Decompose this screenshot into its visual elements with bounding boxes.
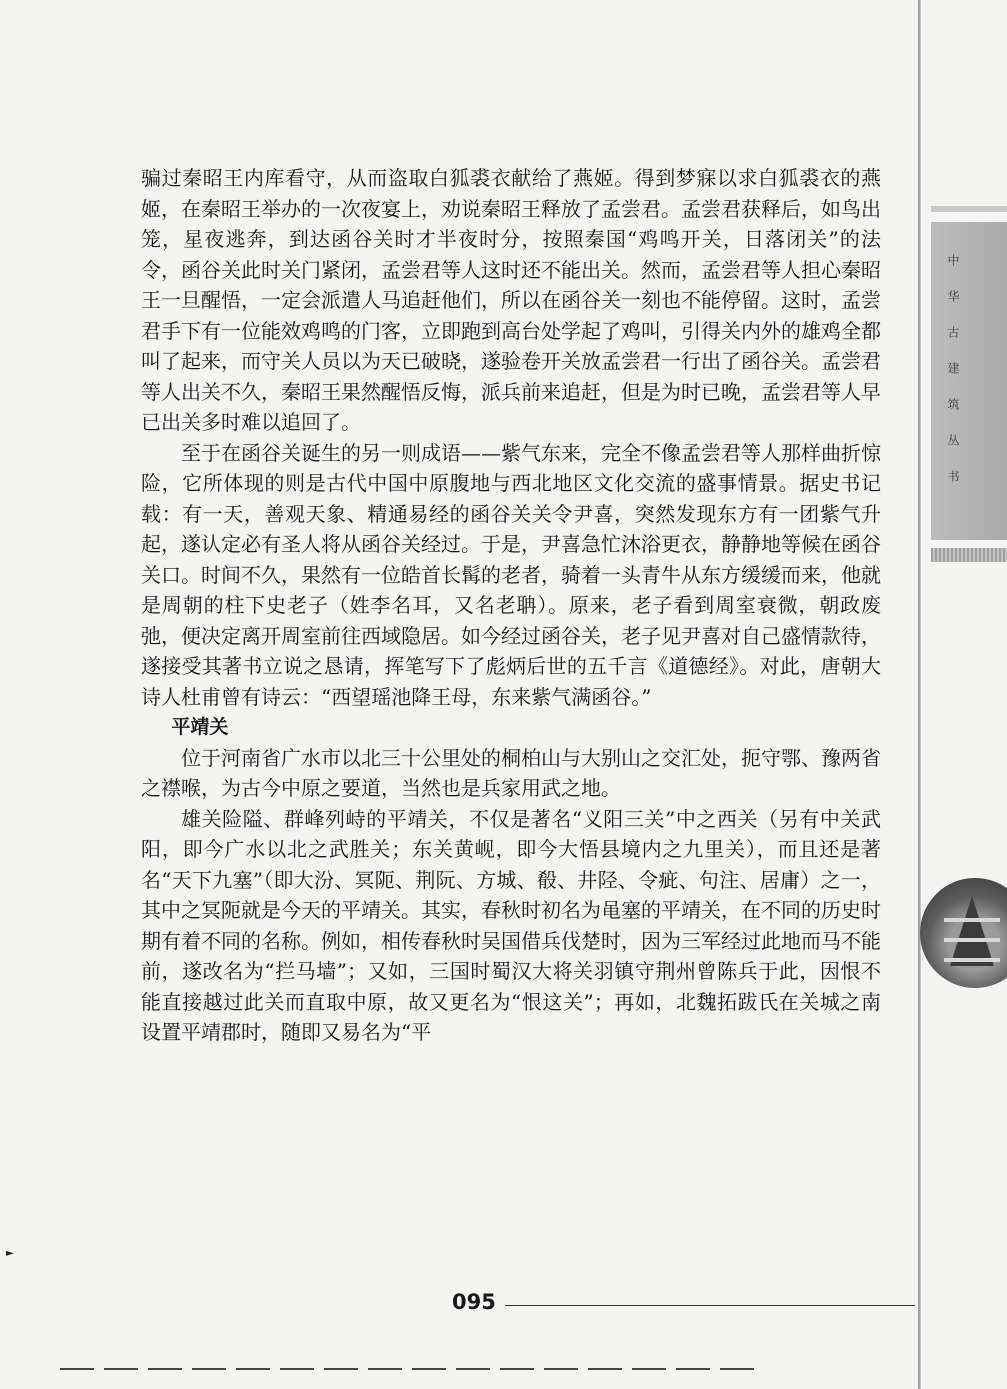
paragraph-mengchangjun: 骗过秦昭王内库看守，从而盗取白狐裘衣献给了燕姬。得到梦寐以求白狐裘衣的燕姬，在秦昭王举办的一次夜宴上，劝说秦昭王释放了孟尝君。孟尝君获释后，如鸟出笼，星夜逃奔，到达函谷关时才半夜时分，按照秦国“鸡鸣开关，日落闭关”的法令，函谷关此时关门紧闭，孟尝君等人这时还不能出关。然而，孟尝君等人担心秦昭王一旦醒悟，一定会派遣人马追赶他们，所以在函谷关一刻也不能停留。这时，孟尝君手下有一位能效鸡鸣的门客，立即跑到高台处学起了鸡叫，引得关内外的雄鸡全都叫了起来，而守关人员以为天已破晓，遂验卷开关放孟尝君一行出了函谷关。孟尝君等人出关不久，秦昭王果然醒悟反悔，派兵前来追赶，但是为时已晚，孟尝君等人早已出关多时难以追回了。	[141, 166, 881, 434]
pagoda-tier	[944, 958, 1000, 962]
body-text	[141, 163, 881, 1048]
margin-arrow-icon: ►	[6, 1248, 14, 1259]
side-strip	[931, 548, 1007, 562]
bottom-dashes	[60, 1368, 760, 1370]
pagoda-thumbnail	[920, 878, 1007, 988]
pagoda-tier	[944, 918, 1000, 922]
page-number: 095	[452, 1290, 496, 1314]
section-heading: 平靖关	[171, 716, 229, 738]
paragraph-location: 位于河南省广水市以北三十公里处的桐柏山与大别山之交汇处，扼守鄂、豫两省之襟喉，为古今中原之要道，当然也是兵家用武之地。	[141, 745, 881, 800]
pagoda-tier	[944, 938, 1000, 942]
page-edge	[918, 0, 921, 1389]
series-title	[956, 254, 972, 506]
paragraph-ziqi-donglai: 至于在函谷关诞生的另一则成语——紫气东来，完全不像孟尝君等人那样曲折惊险，它所体现的则是古代中国中原腹地与西北地区文化交流的盛事情景。据史书记载：有一天，善观天象、精通易经的函谷关关令尹喜，突然发现东方有一团紫气升起，遂认定必有圣人将从函谷关经过。于是，尹喜急忙沐浴更衣，静静地等候在函谷关口。时间不久，果然有一位皓首长髯的老者，骑着一头青牛从东方缓缓而来，他就是周朝的柱下史老子（姓李名耳，又名老聃）。原来，老子看到周室衰微，朝政废弛，便决定离开周室前往西域隐居。如今经过函谷关，老子见尹喜对自己盛情款待，遂接受其著书立说之恳请，挥笔写下了彪炳后世的五千言《道德经》。对此，唐朝大诗人杜甫曾有诗云：“西望瑶池降王母，东来紫气满函谷。”	[141, 440, 881, 709]
paragraph-history: 雄关险隘、群峰列峙的平靖关，不仅是著名“义阳三关”中之西关（另有中关武阳，即今广水以北之武胜关；东关黄岘，即今大悟县境内之九里关），而且还是著名“天下九塞”（即大汾、冥阨、荆阮、方城、殽、井陉、令疵、句注、居庸）之一，其中之冥阨就是今天的平靖关。其实，春秋时初名为黾塞的平靖关，在不同的历史时期有着不同的名称。例如，相传春秋时吴国借兵伐楚时，因为三军经过此地而马不能前，遂改名为“拦马墙”；又如，三国时蜀汉大将关羽镇守荆州曾陈兵于此，因恨不能直接越过此关而直取中原，故又更名为“恨这关”；再如，北魏拓跋氏在关城之南设置平靖郡时，随即又易名为“平	[141, 806, 881, 1044]
pagoda-icon	[950, 896, 994, 966]
footer-rule	[505, 1305, 915, 1306]
side-panel-top-bar	[931, 206, 1007, 212]
